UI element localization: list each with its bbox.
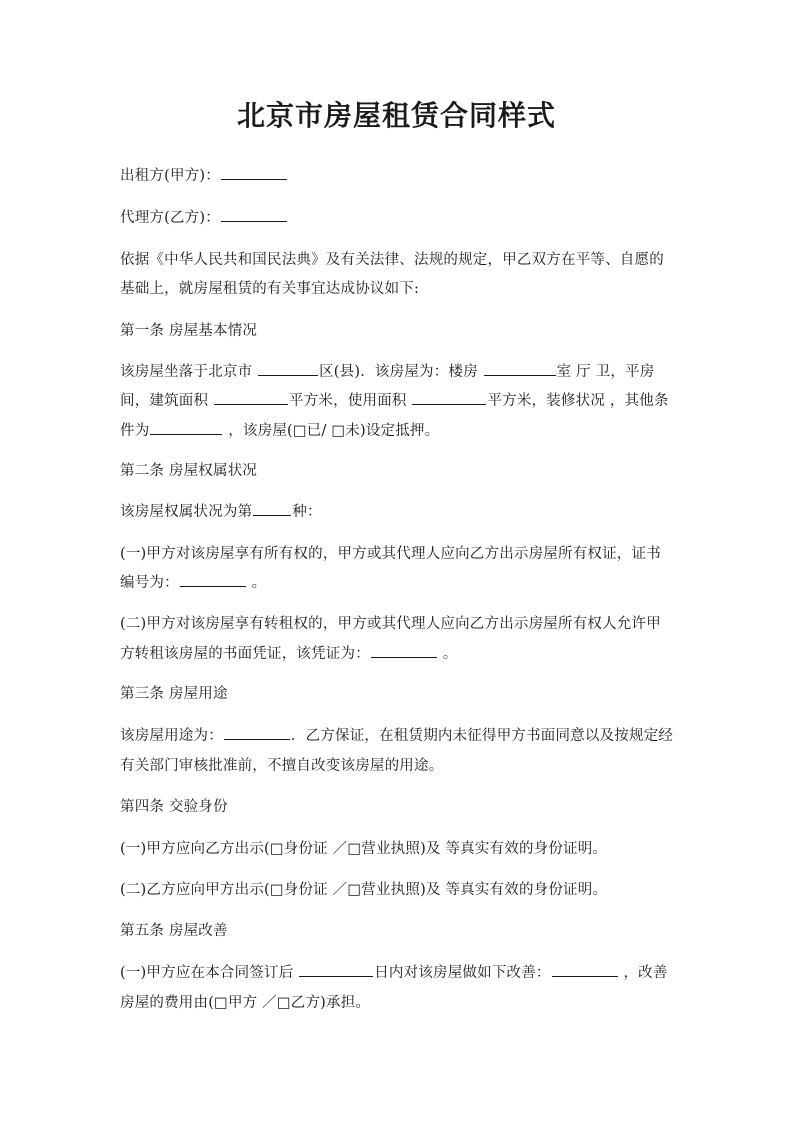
certificate-number-blank bbox=[180, 570, 246, 587]
text-segment: (一)甲方应在本合同签订后 bbox=[120, 965, 299, 981]
text-segment: 编号为： bbox=[120, 575, 179, 591]
agent-line bbox=[120, 203, 676, 233]
other-conditions-blank bbox=[150, 418, 222, 435]
text-segment: ．乙方保证，在租赁期内未征得甲方书面同意以及按规定经 bbox=[290, 728, 674, 744]
article-4-title: 第四条 交验身份 bbox=[120, 799, 228, 815]
text-segment: 日内对该房屋做如下改善： bbox=[374, 965, 551, 981]
article-3-line-2: 有关部门审核批准前，不擅自改变该房屋的用途。 bbox=[120, 758, 444, 774]
text-segment: 区(县)．该房屋为：楼房 bbox=[319, 364, 483, 380]
lessor-line bbox=[120, 161, 676, 191]
article-2-title: 第二条 房屋权属状况 bbox=[120, 463, 258, 479]
intro-line-1: 依据《中华人民共和国民法典》及有关法律、法规的规定，甲乙双方在平等、自愿的 bbox=[120, 252, 664, 268]
text-segment: 。 bbox=[437, 646, 458, 662]
article-3-line-1 bbox=[120, 721, 676, 751]
agent-label: 代理方(乙方)： bbox=[120, 210, 220, 226]
lessor-label: 出租方(甲方)： bbox=[120, 168, 220, 184]
article-1-line-3 bbox=[120, 416, 676, 446]
article-5-line-1 bbox=[120, 958, 676, 988]
district-blank bbox=[258, 359, 318, 376]
text-segment: 。 bbox=[246, 575, 267, 591]
article-5-title: 第五条 房屋改善 bbox=[120, 923, 228, 939]
text-segment: 该房屋权属状况为第 bbox=[120, 504, 253, 520]
room-blank bbox=[484, 359, 556, 376]
text-segment: 该房屋坐落于北京市 bbox=[120, 364, 258, 380]
text-segment: ，该房屋(□已/ □未)设定抵押。 bbox=[223, 423, 440, 439]
article-1-line-2 bbox=[120, 386, 676, 416]
usage-blank bbox=[224, 723, 290, 740]
article-3-title: 第三条 房屋用途 bbox=[120, 686, 228, 702]
article-1-title: 第一条 房屋基本情况 bbox=[120, 323, 258, 339]
text-segment: 该房屋用途为： bbox=[120, 728, 223, 744]
building-area-blank bbox=[214, 388, 288, 405]
usable-area-blank bbox=[412, 388, 486, 405]
article-1-line-1 bbox=[120, 357, 676, 387]
article-2-para-1-line-2 bbox=[120, 568, 676, 598]
article-2-para-2-line-2 bbox=[120, 639, 676, 669]
agent-blank bbox=[221, 205, 287, 222]
document-title: 北京市房屋租赁合同样式 bbox=[236, 99, 556, 132]
text-segment: 种： bbox=[292, 504, 322, 520]
article-2-para-1-line-1: (一)甲方对该房屋享有所有权的，甲方或其代理人应向乙方出示房屋所有权证，证书 bbox=[120, 546, 661, 562]
lessor-blank bbox=[221, 163, 287, 180]
intro-line-2: 基础上，就房屋租赁的有关事宜达成协议如下: bbox=[120, 281, 420, 297]
text-segment: 方转租该房屋的书面凭证，该凭证为： bbox=[120, 646, 370, 662]
text-segment: 室 厅 卫，平房 bbox=[556, 364, 655, 380]
improvement-content-blank bbox=[552, 960, 618, 977]
article-4-para-1: (一)甲方应向乙方出示(□身份证 ／□营业执照)及 等真实有效的身份证明。 bbox=[120, 841, 608, 857]
text-segment: 平方米，装修状况 ，其他条 bbox=[487, 393, 669, 409]
ownership-type-blank bbox=[253, 499, 291, 516]
text-segment: 平方米，使用面积 bbox=[289, 393, 412, 409]
article-5-line-2: 房屋的费用由(□甲方 ／□乙方)承担。 bbox=[120, 995, 371, 1011]
text-segment: ，改善 bbox=[618, 965, 668, 981]
text-segment: 件为 bbox=[120, 423, 150, 439]
text-segment: 间，建筑面积 bbox=[120, 393, 214, 409]
sublease-voucher-blank bbox=[371, 641, 437, 658]
article-2-line-1 bbox=[120, 497, 676, 527]
article-4-para-2: (二)乙方应向甲方出示(□身份证 ／□营业执照)及 等真实有效的身份证明。 bbox=[120, 882, 608, 898]
article-2-para-2-line-1: (二)甲方对该房屋享有转租权的，甲方或其代理人应向乙方出示房屋所有权人允许甲 bbox=[120, 616, 661, 632]
improvement-days-blank bbox=[299, 960, 373, 977]
